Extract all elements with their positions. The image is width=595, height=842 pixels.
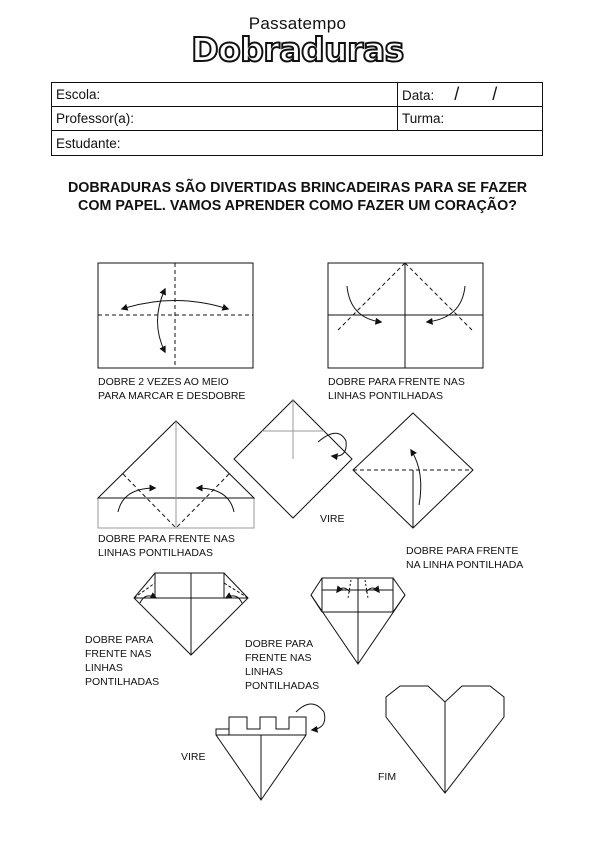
step7-diagram — [311, 578, 405, 664]
step7-caption — [245, 637, 319, 693]
class-label: Turma: — [402, 111, 445, 126]
caption-line: LINHAS — [245, 666, 283, 678]
caption-line: PONTILHADAS — [245, 680, 320, 692]
caption-line: DOBRE 2 VEZES AO MEIO — [98, 376, 229, 388]
caption-line: DOBRE PARA — [85, 634, 154, 646]
date-label: Data: — [402, 88, 435, 103]
step5-diagram — [353, 413, 473, 528]
caption-line: LINHAS PONTILHADAS — [98, 547, 213, 559]
caption-line: PARA MARCAR E DESDOBRE — [98, 390, 246, 402]
step3-diagram — [98, 421, 254, 528]
step1-diagram — [98, 263, 253, 368]
step4-caption — [320, 512, 345, 526]
step8-diagram — [216, 704, 325, 800]
teacher-label: Professor(a): — [56, 111, 135, 126]
caption-line: LINHAS PONTILHADAS — [328, 390, 443, 402]
step3-caption — [98, 532, 235, 560]
caption-line: NA LINHA PONTILHADA — [406, 559, 524, 571]
step6-caption — [85, 633, 159, 689]
step8-caption — [181, 750, 206, 764]
caption-line: DOBRE PARA — [245, 638, 314, 650]
worksheet-title: Dobraduras — [191, 30, 404, 69]
step9-diagram — [386, 686, 504, 793]
caption-line: DOBRE PARA FRENTE — [406, 545, 519, 557]
step4-diagram — [234, 400, 352, 518]
step9-caption — [378, 770, 396, 784]
caption-line: VIRE — [181, 751, 206, 763]
worksheet-kicker: Passatempo — [248, 14, 347, 33]
step1-caption — [98, 375, 245, 403]
step2-diagram — [328, 263, 483, 368]
caption-line: FRENTE NAS — [85, 648, 152, 660]
caption-line: FRENTE NAS — [245, 652, 312, 664]
student-label: Estudante: — [56, 135, 121, 151]
intro-line-2: COM PAPEL. VAMOS APRENDER COMO FAZER UM CORAÇÃO? — [78, 198, 517, 214]
intro-line-1: DOBRADURAS SÃO DIVERTIDAS BRINCADEIRAS PARA SE FAZER — [67, 180, 528, 196]
step2-caption — [328, 375, 465, 403]
caption-line: LINHAS — [85, 662, 123, 674]
step5-caption — [406, 544, 523, 572]
date-slashes: / / — [454, 84, 512, 104]
caption-line: DOBRE PARA FRENTE NAS — [328, 376, 465, 388]
caption-line: FIM — [378, 771, 397, 783]
caption-line: VIRE — [320, 513, 345, 525]
caption-line: DOBRE PARA FRENTE NAS — [98, 533, 235, 545]
school-label: Escola: — [56, 87, 101, 102]
caption-line: PONTILHADAS — [85, 676, 160, 688]
